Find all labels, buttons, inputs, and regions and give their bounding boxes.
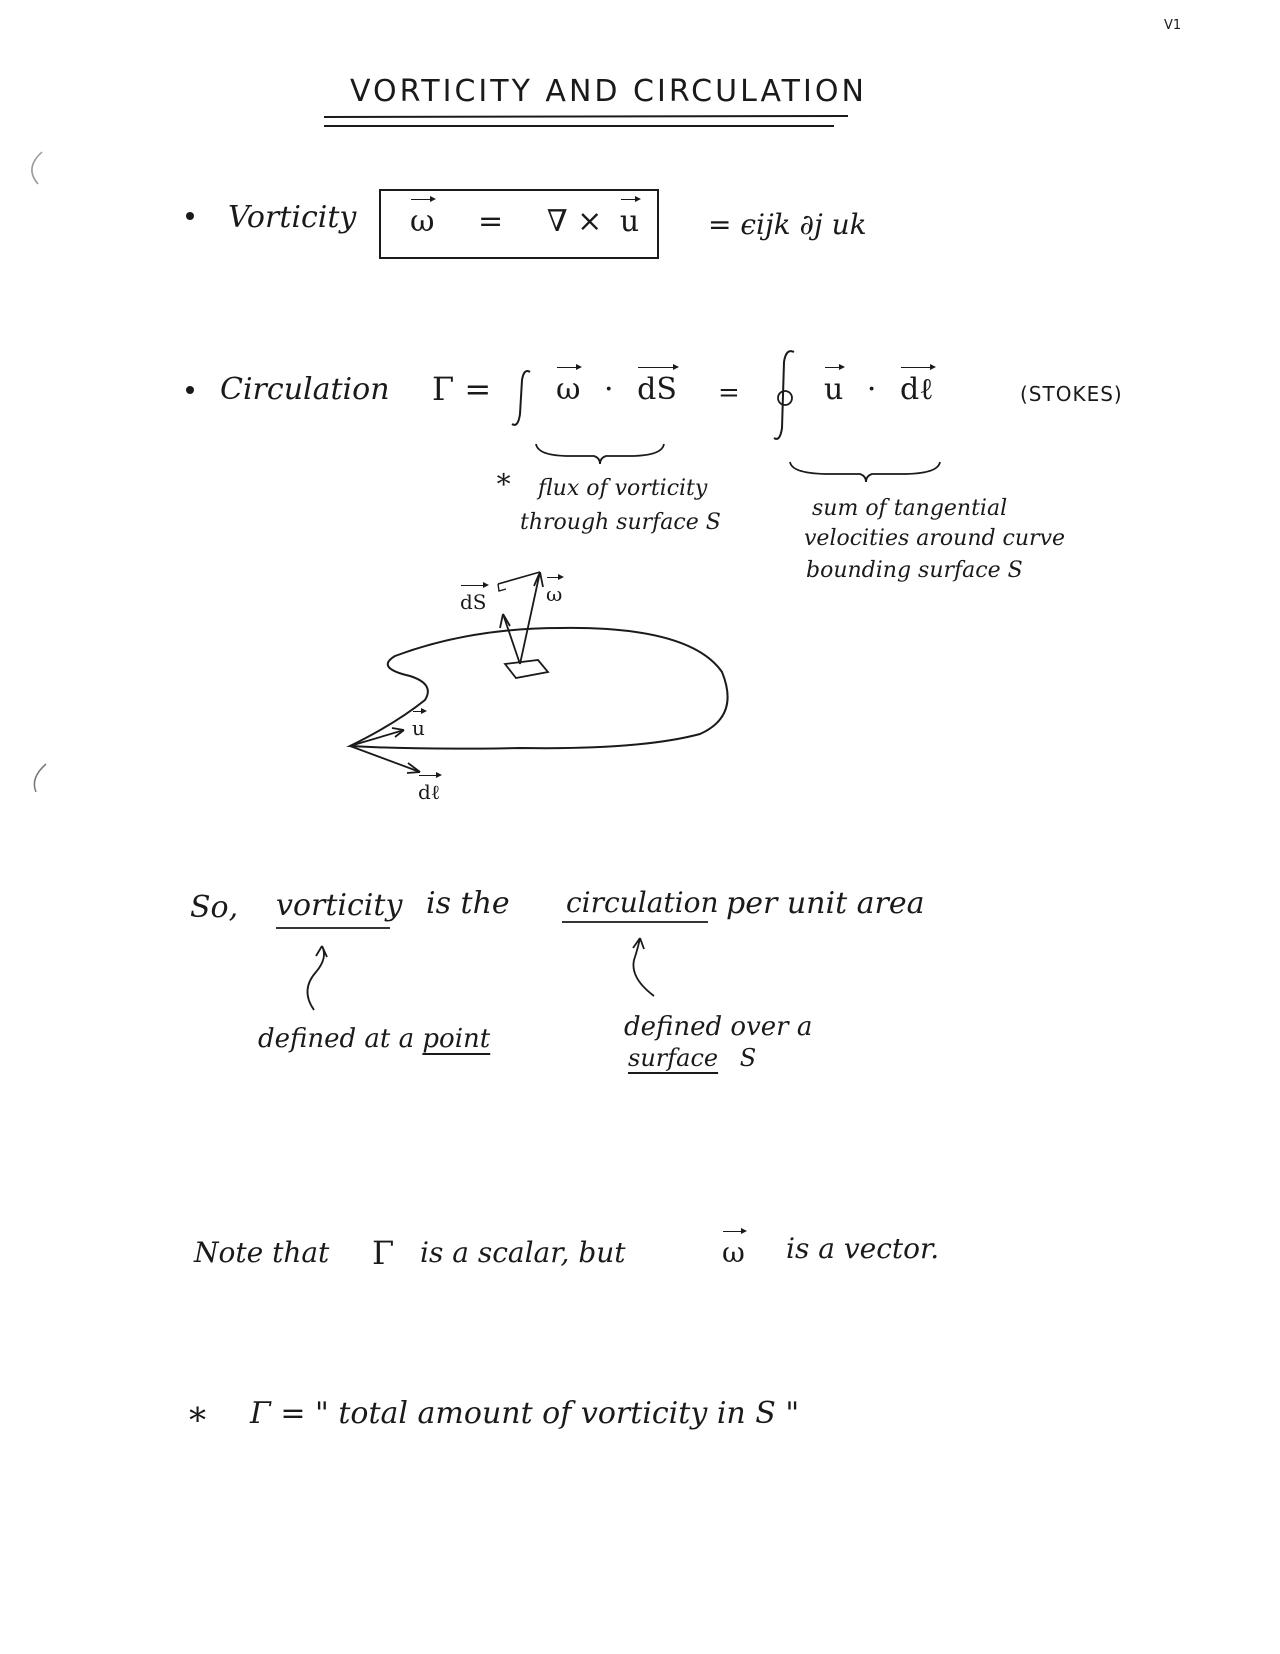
sum-note-line2: velocities around curve xyxy=(804,526,1066,551)
dl-symbol: dℓ xyxy=(899,372,934,407)
note-suffix: is a vector. xyxy=(786,1232,940,1265)
margin-mark-top xyxy=(32,152,42,184)
surface-word: surface xyxy=(628,1044,719,1072)
right-angle-mark xyxy=(498,584,506,591)
omega-symbol: ω xyxy=(410,204,435,239)
dl-arrow xyxy=(350,746,420,772)
dl-label: dℓ xyxy=(418,780,441,804)
vorticity-index-form: = ϵijk ∂j uk xyxy=(708,208,867,241)
flux-note-line2: through surface S xyxy=(520,510,721,535)
equals-sign: = xyxy=(478,204,504,239)
line-integral-circle xyxy=(778,391,792,405)
u-label: u xyxy=(412,716,425,740)
per-unit-area: per unit area xyxy=(726,886,925,921)
gamma-symbol: Γ xyxy=(372,1234,395,1272)
point-word: point xyxy=(422,1024,491,1054)
page-number: V1 xyxy=(1164,18,1182,33)
is-the-words: is the xyxy=(426,886,510,921)
dS-arrow xyxy=(503,614,520,664)
equals-sign: = xyxy=(718,378,740,408)
note-prefix: Note that xyxy=(194,1236,330,1269)
sum-note-line1: sum of tangential xyxy=(812,496,1008,521)
u-symbol: u xyxy=(824,372,844,407)
omega-arrow xyxy=(520,572,540,664)
bullet-circulation xyxy=(186,386,194,394)
bullet-vorticity xyxy=(186,212,194,220)
surface-outline xyxy=(350,628,728,749)
circulation-label: Circulation xyxy=(220,372,390,407)
flux-note-line1: flux of vorticity xyxy=(538,476,708,501)
omega-label: ω xyxy=(546,582,563,606)
brace-line-integral xyxy=(790,462,940,482)
omega-symbol: ω xyxy=(722,1236,745,1269)
surface-element xyxy=(505,660,548,678)
vorticity-word: vorticity xyxy=(276,888,403,923)
margin-mark-middle xyxy=(34,764,46,792)
surface-integrand: ω · dS xyxy=(556,372,677,407)
curl-operator: ∇ × xyxy=(546,204,603,239)
projection-line xyxy=(498,572,540,584)
dS-symbol: dS xyxy=(637,372,677,407)
title-underline-top xyxy=(324,116,848,117)
star-marker: ∗ xyxy=(494,462,514,495)
gamma-lhs: Γ = xyxy=(432,370,492,408)
dS-label: dS xyxy=(460,590,487,614)
defined-over-surface-line2: surface S xyxy=(628,1044,757,1072)
so-word: So, xyxy=(190,890,239,925)
star-marker: ∗ xyxy=(186,1394,210,1434)
omega-symbol: ω xyxy=(556,372,581,407)
defined-over-surface-line1: defined over a xyxy=(624,1012,813,1042)
defined-at-point-note: defined at a point xyxy=(258,1024,491,1054)
sum-note-line3: bounding surface S xyxy=(806,558,1023,583)
circulation-word: circulation xyxy=(566,886,719,919)
surface-integral-sign xyxy=(512,371,530,425)
line-integrand: u · dℓ xyxy=(824,372,934,407)
note-middle: is a scalar, but xyxy=(420,1236,626,1269)
footnote-text: Γ = " total amount of vorticity in S " xyxy=(250,1396,800,1431)
brace-surface-integral xyxy=(536,444,664,464)
vorticity-equation xyxy=(410,204,639,239)
vorticity-label: Vorticity xyxy=(228,200,357,235)
u-symbol: u xyxy=(619,204,640,239)
stokes-label: (STOKES) xyxy=(1020,382,1123,406)
page-title: VORTICITY AND CIRCULATION xyxy=(350,74,867,109)
